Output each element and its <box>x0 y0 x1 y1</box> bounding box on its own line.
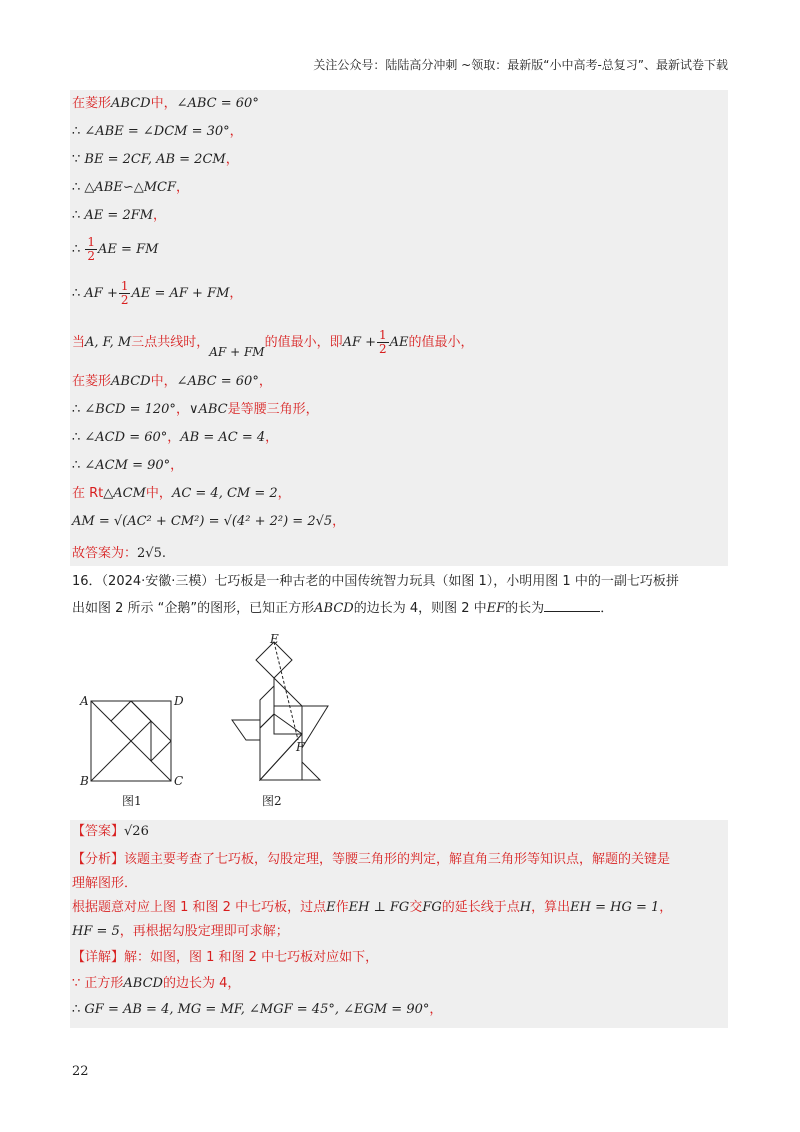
solution-line: 在菱形ABCD中，∠ABC = 60°， <box>72 374 272 389</box>
solution-line: ∴ ∠ABE = ∠DCM = 30°， <box>72 124 243 139</box>
fig1-label-b: B <box>80 774 89 788</box>
solution-line: ∴ ∠ACD = 60°，AB = AC = 4， <box>72 430 279 445</box>
page-number: 22 <box>72 1064 89 1079</box>
figure-2-penguin <box>228 640 332 786</box>
fig1-label-c: C <box>174 774 184 788</box>
figure-1-caption: 图1 <box>122 794 142 808</box>
solution-line: ∵ BE = 2CF, AB = 2CM， <box>72 152 239 167</box>
answer-blank <box>544 600 600 612</box>
solution-line: ∴ ∠ACM = 90°， <box>72 458 184 473</box>
figure-1-tangram <box>90 700 172 784</box>
collinear-line: 当A, F, M三点共线时，AF + FM的值最小，即AF + $\frac{1}{2}$ AE的值最小， <box>72 328 474 359</box>
fig2-label-f: F <box>296 740 305 754</box>
solution-line: ∴ AF + $\frac{1}{2}$ AE = AF + FM， <box>72 279 243 307</box>
final-answer-line: 故答案为：2√5. <box>72 546 166 561</box>
fig1-label-d: D <box>174 694 184 708</box>
solution-line: ∴ AE = 2FM， <box>72 208 167 223</box>
question-line-1: 16．（2024·安徽·三模）七巧板是一种古老的中国传统智力玩具（如图 1），小明用图 1 中的一副七巧板拼 <box>72 574 679 589</box>
detail-line-3: ∴ GF = AB = 4, MG = MF, ∠MGF = 45°, ∠EGM = 90°， <box>72 1002 443 1017</box>
analysis-line-2: 理解图形． <box>72 876 138 891</box>
solution-line: 在菱形ABCD中，∠ABC = 60° <box>72 96 259 111</box>
analysis-line-4: HF = 5，再根据勾股定理即可求解； <box>72 924 289 939</box>
solution-line: AM = √(AC² + CM²) = √(4² + 2²) = 2√5， <box>72 514 346 529</box>
detail-line-2: ∵ 正方形ABCD的边长为 4， <box>72 976 241 991</box>
fig1-label-a: A <box>80 694 89 708</box>
fig2-label-e: E <box>270 632 279 646</box>
solution-line: ∴ ∠BCD = 120°，∨ABC是等腰三角形， <box>72 402 319 417</box>
solution-line: 在 Rt△ACM中，AC = 4, CM = 2， <box>72 486 291 501</box>
solution-line: ∴ $\frac{1}{2}$ AE = FM <box>72 235 159 263</box>
detail-line-1: 【详解】解：如图，图 1 和图 2 中七巧板对应如下， <box>72 950 379 965</box>
analysis-line-1: 【分析】该题主要考查了七巧板，勾股定理，等腰三角形的判定，解直角三角形等知识点，解题的关键是 <box>72 852 671 867</box>
page-header: 关注公众号：陆陆高分冲刺 ~领取：最新版“小中高考-总复习”、最新试卷下载 <box>313 58 728 72</box>
analysis-line-3: 根据题意对应上图 1 和图 2 中七巧板，过点E作EH ⊥ FG交FG的延长线于点H，算出EH = HG = 1， <box>72 900 673 915</box>
solution-line: ∴ △ABE∽△MCF， <box>72 180 190 195</box>
answer-line: 【答案】√26 <box>72 824 149 839</box>
figure-2-caption: 图2 <box>262 794 282 808</box>
question-line-2: 出如图 2 所示 “企鹅”的图形，已知正方形ABCD的边长为 4，则图 2 中EF的长为 ． <box>72 601 614 616</box>
